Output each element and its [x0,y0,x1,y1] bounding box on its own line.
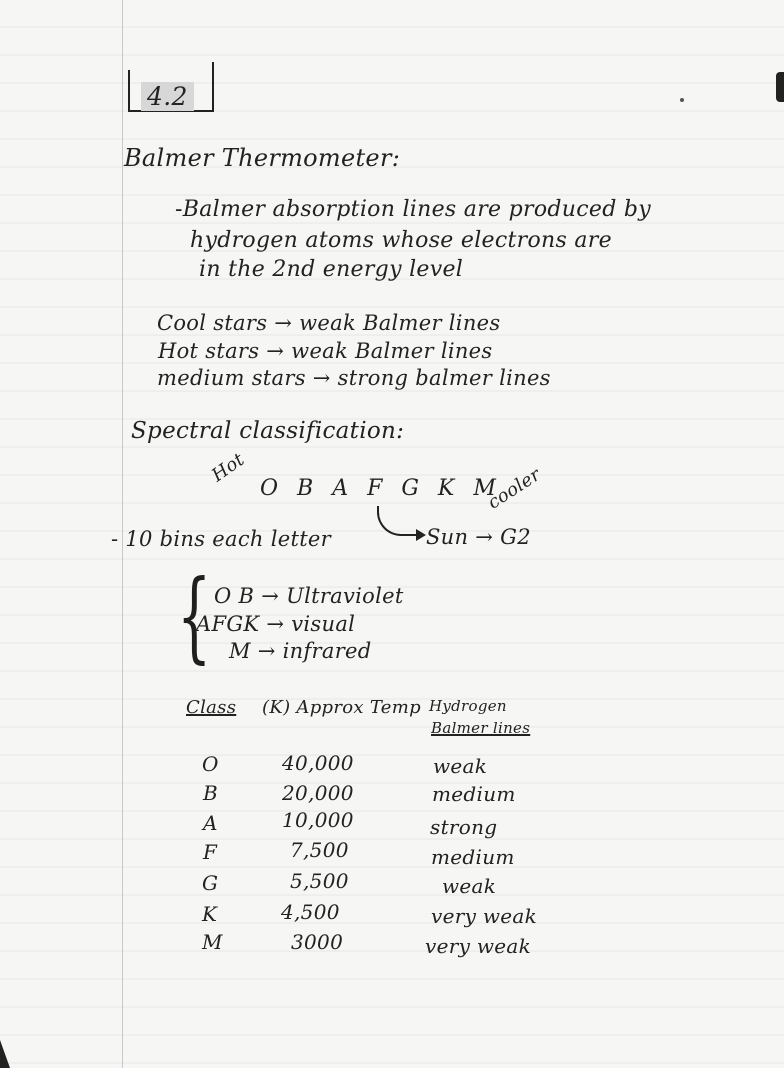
table-row-5-class: G [202,871,219,895]
bracket-line-1: O B → Ultraviolet [214,584,404,608]
bracket-line-3: M → infrared [229,639,372,663]
star-line-2: Hot stars → weak Balmer lines [158,339,493,363]
table-row-4-lines: medium [431,845,515,869]
left-brace-icon: { [177,560,212,674]
sun-note: Sun → G2 [426,525,531,549]
table-row-5-lines: weak [442,874,497,898]
spectral-heading: Spectral classification: [131,418,405,444]
spectral-hot-label: Hot [208,449,249,487]
table-row-1-lines: weak [433,754,488,778]
table-header-class: Class [186,697,237,718]
table-row-1-temp: 40,000 [282,751,354,775]
table-row-5-temp: 5,500 [290,869,349,893]
table-row-3-lines: strong [430,815,498,839]
bullet-line-2: hydrogen atoms whose electrons are [190,228,612,253]
table-header-temp: (K) Approx Temp [262,697,421,718]
page-title: Balmer Thermometer: [124,144,401,172]
table-row-6-lines: very weak [431,904,538,928]
spectral-classes: O B A F G K M [260,476,502,501]
page-number-label: 4.2 [141,82,194,111]
ten-bins-line: - 10 bins each letter [111,527,332,551]
bullet-line-1: -Balmer absorption lines are produced by [175,197,651,222]
ink-dot [680,98,684,102]
bracket-line-2: AFGK → visual [196,612,356,636]
table-row-7-lines: very weak [425,934,532,958]
spectral-cooler-label: cooler [484,464,545,514]
table-header-hydrogen-top: Hydrogen [429,697,507,715]
table-row-7-class: M [202,930,223,954]
bullet-line-3: in the 2nd energy level [199,257,464,282]
sun-arrow-icon [377,506,419,536]
table-header-hydrogen-bottom: Balmer lines [431,719,531,737]
corner-mark [0,1040,10,1068]
table-row-3-class: A [203,811,218,835]
table-row-6-temp: 4,500 [281,900,340,924]
table-row-1-class: O [202,752,219,776]
star-line-3: medium stars → strong balmer lines [157,366,551,390]
table-row-4-class: F [203,840,218,864]
star-line-1: Cool stars → weak Balmer lines [157,311,501,335]
table-row-2-temp: 20,000 [282,781,354,805]
table-row-6-class: K [202,902,218,926]
table-row-3-temp: 10,000 [282,808,354,832]
table-row-7-temp: 3000 [291,930,344,954]
table-row-4-temp: 7,500 [290,838,349,862]
page-edge-mark [776,72,784,102]
table-row-2-lines: medium [432,782,516,806]
table-row-2-class: B [203,781,218,805]
